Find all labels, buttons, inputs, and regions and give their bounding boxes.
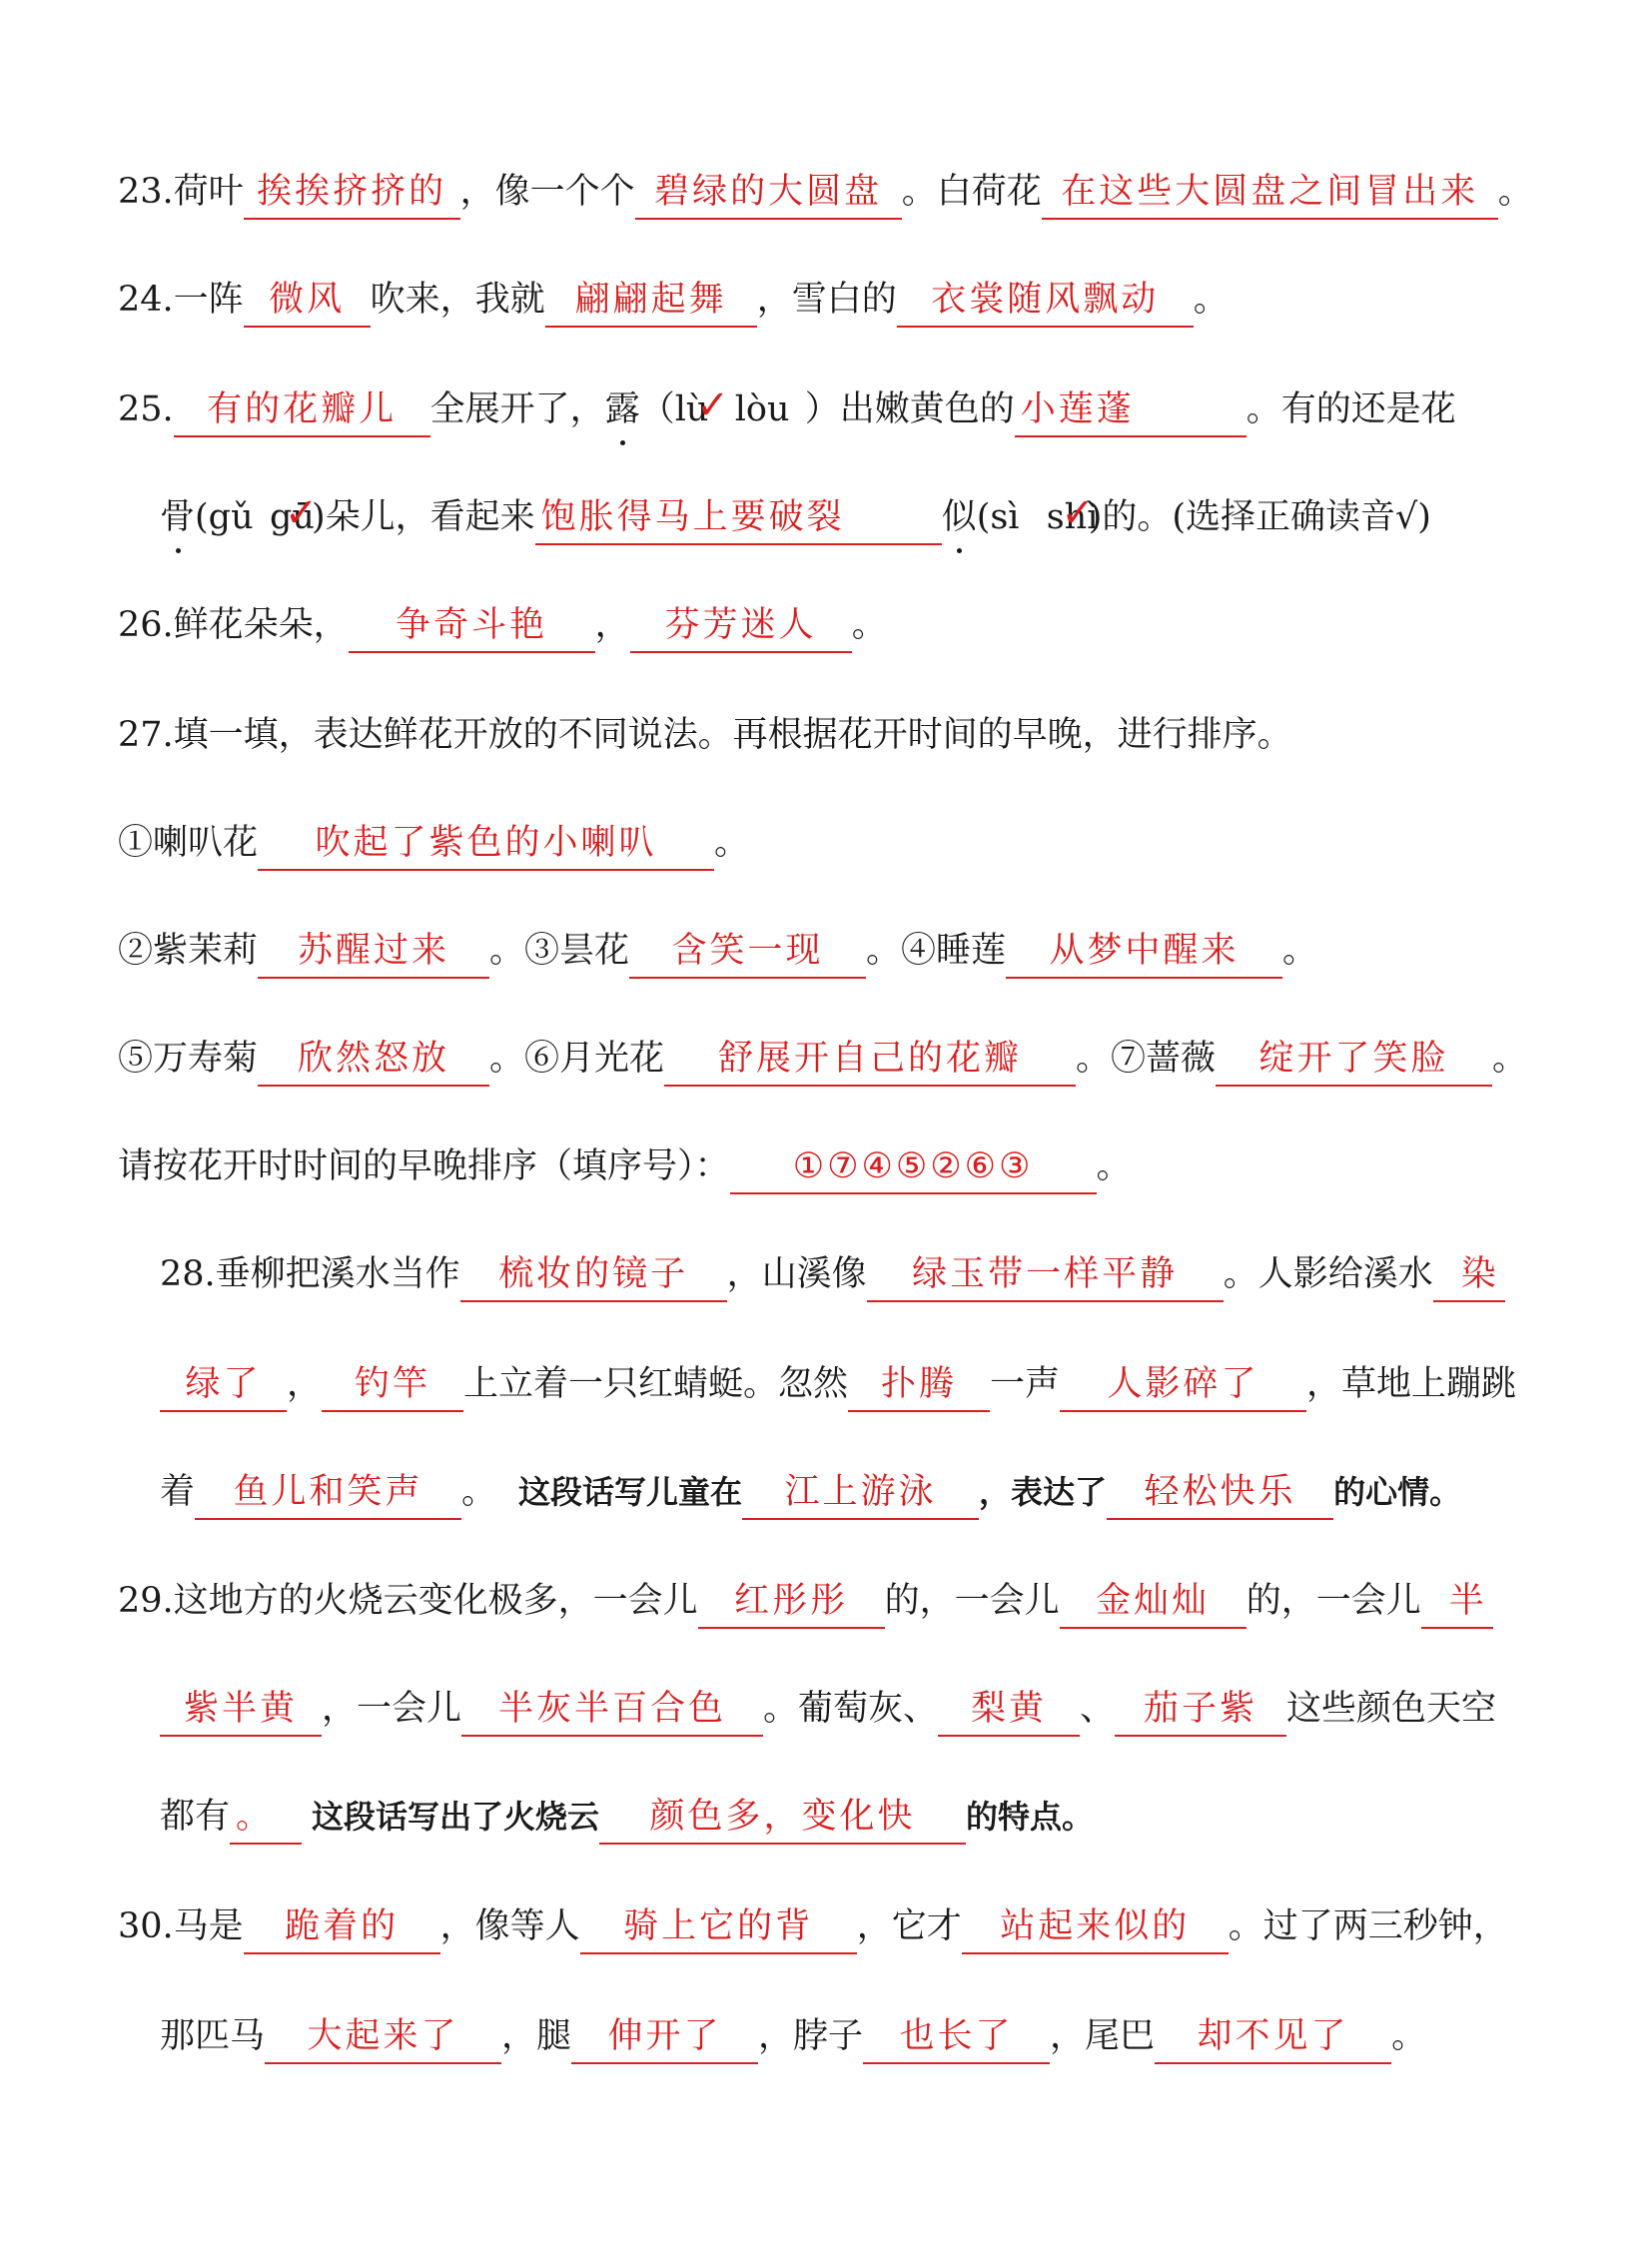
q23-line bbox=[118, 162, 1652, 222]
text: 。③昙花 bbox=[489, 931, 630, 971]
answer-blank: 衣裳随风飘动 bbox=[897, 270, 1194, 330]
answer-blank: 绽开了笑脸 bbox=[1216, 1029, 1492, 1089]
dotted-char: 似 bbox=[942, 487, 977, 547]
text: 25. bbox=[118, 389, 174, 429]
q26-line bbox=[118, 595, 1652, 655]
answer-blank: 欣然怒放 bbox=[258, 1029, 489, 1089]
text: 。 bbox=[461, 1472, 497, 1512]
text: 。 bbox=[1391, 2016, 1427, 2056]
answer-blank: 苏醒过来 bbox=[258, 921, 489, 981]
text: 全展开了， bbox=[429, 389, 605, 429]
answer-blank: 绿玉带一样平静 bbox=[867, 1244, 1224, 1304]
text: 。葡萄灰、 bbox=[763, 1689, 939, 1729]
pinyin-correct: gū ✓ bbox=[270, 487, 312, 547]
q28-line3 bbox=[160, 1462, 1652, 1522]
text: 那匹马 bbox=[160, 2016, 266, 2056]
text: ，腿 bbox=[501, 2016, 572, 2056]
q27-prompt bbox=[118, 705, 1652, 765]
answer-blank: 小莲蓬 bbox=[1015, 379, 1246, 439]
answer-blank: 站起来似的 bbox=[962, 1896, 1229, 1956]
answer-blank: 鱼儿和笑声 bbox=[195, 1462, 461, 1522]
text: 这些颜色天空 bbox=[1286, 1689, 1497, 1729]
text: )的。(选择正确读音√) bbox=[1088, 497, 1431, 537]
text: 24.一阵 bbox=[118, 280, 244, 320]
text: ，山溪像 bbox=[726, 1254, 867, 1294]
text: 。 bbox=[1282, 931, 1318, 971]
text: 27.填一填，表达鲜花开放的不同说法。再根据花开时间的早晚，进行排序。 bbox=[118, 715, 1292, 755]
text: 。⑦蔷薇 bbox=[1076, 1039, 1217, 1079]
text: )朵儿，看起来 bbox=[312, 497, 535, 537]
answer-blank: 碧绿的大圆盘 bbox=[635, 162, 902, 222]
answer-blank: ①⑦④⑤②⑥③ bbox=[730, 1136, 1097, 1196]
text: ，脖子 bbox=[758, 2016, 864, 2056]
answer-blank: 扑腾 bbox=[848, 1354, 990, 1414]
answer-blank: 钓竿 bbox=[322, 1354, 463, 1414]
answer-blank: 伸开了 bbox=[571, 2006, 758, 2066]
bold-text: 这段话写儿童在 bbox=[518, 1473, 743, 1511]
answer-blank: 挨挨挤挤的 bbox=[244, 162, 460, 222]
text: ⑤万寿菊 bbox=[118, 1039, 259, 1079]
answer-blank: 染 bbox=[1433, 1244, 1505, 1304]
text: 30.马是 bbox=[118, 1906, 244, 1946]
text: 。 bbox=[851, 605, 887, 645]
answer-blank: 也长了 bbox=[863, 2006, 1050, 2066]
text: 26.鲜花朵朵， bbox=[118, 605, 349, 645]
text: 。人影给溪水 bbox=[1223, 1254, 1433, 1294]
pinyin-correct: shì ✓ bbox=[1047, 487, 1089, 547]
text: 。过了两三秒钟， bbox=[1228, 1906, 1508, 1946]
q30-line2 bbox=[160, 2006, 1652, 2066]
q27-line3 bbox=[118, 1029, 1652, 1089]
q29-line2 bbox=[160, 1679, 1652, 1739]
answer-blank: 骑上它的背 bbox=[580, 1896, 857, 1956]
bold-text: 这段话写出了火烧云 bbox=[312, 1798, 600, 1836]
bold-text: ，表达了 bbox=[979, 1473, 1108, 1511]
text: 的，一会儿 bbox=[884, 1581, 1060, 1621]
answer-blank: 从梦中醒来 bbox=[1006, 921, 1282, 981]
answer-blank: 含笑一现 bbox=[629, 921, 866, 981]
dotted-char: 骨 bbox=[160, 487, 195, 547]
q25-line1 bbox=[118, 379, 1652, 439]
text: ，像一个个 bbox=[459, 172, 635, 212]
text: ，它才 bbox=[856, 1906, 962, 1946]
answer-blank: 舒展开自己的花瓣 bbox=[664, 1029, 1076, 1089]
text: 着 bbox=[160, 1472, 196, 1512]
answer-blank: 跪着的 bbox=[244, 1896, 440, 1956]
q28-line1 bbox=[160, 1244, 1652, 1304]
text: 上立着一只红蜻蜓。忽然 bbox=[463, 1364, 849, 1404]
answer-blank: 梨黄 bbox=[938, 1679, 1080, 1739]
answer-blank: 颜色多，变化快 bbox=[599, 1787, 966, 1847]
text: 。 bbox=[1096, 1146, 1132, 1186]
answer-blank: 大起来了 bbox=[265, 2006, 501, 2066]
q30-line1 bbox=[118, 1896, 1652, 1956]
q29-line3 bbox=[160, 1787, 1652, 1847]
text: 一声 bbox=[990, 1364, 1061, 1404]
bold-text: 的心情。 bbox=[1333, 1473, 1462, 1511]
pinyin-option: (gǔ bbox=[195, 497, 254, 537]
answer-blank: 有的花瓣儿 bbox=[174, 379, 430, 439]
answer-blank: 梳妆的镜子 bbox=[460, 1244, 727, 1304]
pinyin-option: (sì bbox=[976, 497, 1020, 537]
text: 。 bbox=[714, 823, 750, 863]
answer-blank: 饱胀得马上要破裂 bbox=[535, 487, 942, 547]
pinyin-option: lòu bbox=[734, 389, 790, 429]
dotted-char: 露 bbox=[605, 379, 640, 439]
answer-blank: 吹起了紫色的小喇叭 bbox=[258, 813, 714, 873]
text: 。④睡莲 bbox=[866, 931, 1007, 971]
text: 。⑥月光花 bbox=[489, 1039, 665, 1079]
q27-line1 bbox=[118, 813, 1652, 873]
text: 。 bbox=[1492, 1039, 1528, 1079]
answer-blank: 绿了 bbox=[160, 1354, 287, 1414]
text: （ bbox=[639, 389, 675, 429]
answer-blank: 茄子紫 bbox=[1115, 1679, 1286, 1739]
q29-line1 bbox=[118, 1571, 1652, 1631]
text: 的，一会儿 bbox=[1245, 1581, 1421, 1621]
text: ，像等人 bbox=[439, 1906, 580, 1946]
answer-blank: 紫半黄 bbox=[160, 1679, 322, 1739]
answer-blank: 微风 bbox=[244, 270, 371, 330]
answer-blank: 翩翩起舞 bbox=[545, 270, 757, 330]
answer-blank: 人影碎了 bbox=[1060, 1354, 1306, 1414]
bold-text: 的特点。 bbox=[966, 1798, 1095, 1836]
text: ，雪白的 bbox=[756, 280, 897, 320]
text: 吹来，我就 bbox=[370, 280, 545, 320]
answer-blank: 却不见了 bbox=[1155, 2006, 1391, 2066]
text: 、 bbox=[1080, 1689, 1116, 1729]
q28-line2 bbox=[160, 1354, 1652, 1414]
text: ）出嫩黄色的 bbox=[804, 389, 1015, 429]
answer-blank: 半灰半百合色 bbox=[461, 1679, 763, 1739]
answer-blank: 争奇斗艳 bbox=[349, 595, 595, 655]
text: ，尾巴 bbox=[1050, 2016, 1156, 2056]
answer-blank: 半 bbox=[1421, 1571, 1493, 1631]
q24-line bbox=[118, 270, 1652, 330]
answer-blank: 在这些大圆盘之间冒出来 bbox=[1042, 162, 1498, 222]
answer-blank: 江上游泳 bbox=[742, 1462, 979, 1522]
q27-line2 bbox=[118, 921, 1652, 981]
pinyin-correct: lù ✓ bbox=[675, 379, 735, 439]
text: 。 bbox=[1497, 172, 1533, 212]
text: ①喇叭花 bbox=[118, 823, 259, 863]
text: 。白荷花 bbox=[901, 172, 1042, 212]
text: 29.这地方的火烧云变化极多，一会儿 bbox=[118, 1581, 698, 1621]
text: 28.垂柳把溪水当作 bbox=[160, 1254, 460, 1294]
q27-order bbox=[118, 1136, 1652, 1196]
text: ， bbox=[594, 605, 630, 645]
text: ， bbox=[287, 1364, 323, 1404]
answer-blank: 金灿灿 bbox=[1060, 1571, 1246, 1631]
answer-blank: 芬芳迷人 bbox=[630, 595, 852, 655]
answer-blank: 。 bbox=[230, 1787, 302, 1847]
text: ，一会儿 bbox=[322, 1689, 462, 1729]
text: ②紫茉莉 bbox=[118, 931, 259, 971]
text: 。有的还是花 bbox=[1245, 389, 1456, 429]
q25-line2 bbox=[160, 487, 1652, 547]
text: 都有 bbox=[160, 1797, 231, 1837]
text: 。 bbox=[1193, 280, 1229, 320]
text: 23.荷叶 bbox=[118, 172, 244, 212]
answer-blank: 轻松快乐 bbox=[1107, 1462, 1333, 1522]
text: ，草地上蹦跳 bbox=[1306, 1364, 1517, 1404]
answer-blank: 红彤彤 bbox=[698, 1571, 885, 1631]
text: 请按花开时时间的早晚排序（填序号）： bbox=[118, 1146, 730, 1186]
